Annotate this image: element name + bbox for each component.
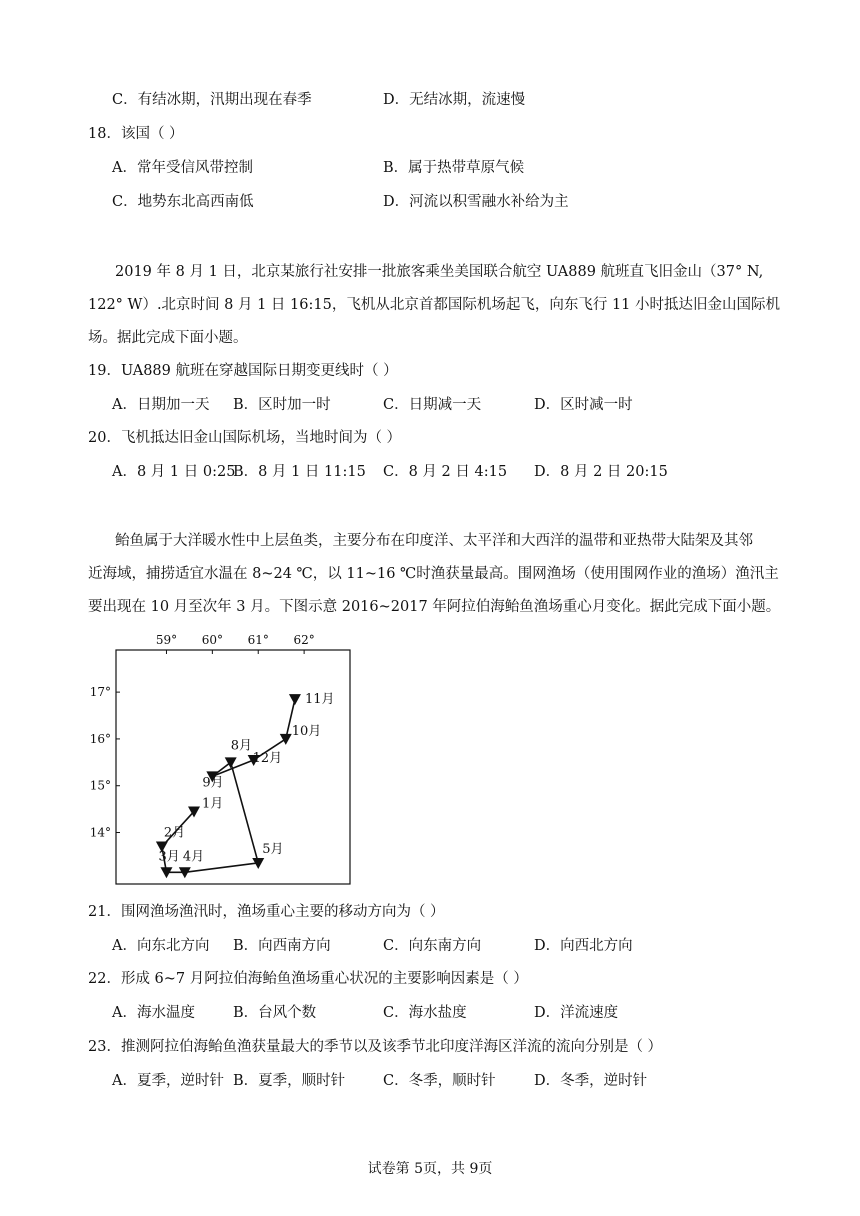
q19-option-a: A．日期加一天 xyxy=(112,397,210,413)
y-tick-label: 14° xyxy=(89,825,111,840)
x-tick-label: 61° xyxy=(247,633,269,647)
passage2-line3: 要出现在 10 月至次年 3 月。下图示意 2016~2017 年阿拉伯海鲐鱼渔场重心月变化。据此完成下面小题。 xyxy=(88,599,781,615)
q23-option-b: B．夏季，顺时针 xyxy=(233,1073,346,1089)
x-tick-label: 59° xyxy=(155,633,178,647)
month-label: 11月 xyxy=(304,692,335,708)
q18-option-a: A．常年受信风带控制 xyxy=(112,160,253,176)
month-label: 1月 xyxy=(202,796,224,812)
month-label: 2月 xyxy=(163,825,186,841)
month-label: 8月 xyxy=(230,738,252,754)
passage2-line1: 鲐鱼属于大洋暖水性中上层鱼类，主要分布在印度洋、太平洋和大西洋的温带和亚热带大陆架及其邻 xyxy=(115,533,753,549)
passage2-line2: 近海域，捕捞适宜水温在 8~24 ℃，以 11~16 ℃时渔获量最高。围网渔场（使用围网作业的渔场）渔汛主 xyxy=(88,566,779,582)
x-tick-label: 62° xyxy=(293,633,315,647)
map-frame xyxy=(116,650,350,884)
q23-option-a: A．夏季，逆时针 xyxy=(112,1073,224,1089)
q19-stem: 19．UA889 航班在穿越国际日期变更线时（ ） xyxy=(88,363,398,379)
x-tick-label: 60° xyxy=(201,633,223,647)
month-label: 9月 xyxy=(202,775,224,791)
month-label: 5月 xyxy=(262,841,284,857)
month-marker xyxy=(280,734,292,745)
q20-option-b: B．8 月 1 日 11:15 xyxy=(233,464,366,480)
q23-option-d: D．冬季，逆时针 xyxy=(534,1073,648,1089)
route-segment xyxy=(231,762,259,863)
y-tick-label: 17° xyxy=(89,685,111,700)
q20-option-d: D．8 月 2 日 20:15 xyxy=(534,464,668,480)
q19-option-d: D．区时减一时 xyxy=(534,397,633,413)
month-marker xyxy=(289,694,301,705)
q22-option-c: C．海水盐度 xyxy=(383,1005,467,1021)
q18-option-b: B．属于热带草原气候 xyxy=(383,160,525,176)
q23-stem: 23．推测阿拉伯海鲐鱼渔获量最大的季节以及该季节北印度洋海区洋流的流向分别是（ ） xyxy=(88,1039,663,1055)
q18-option-d: D．河流以积雪融水补给为主 xyxy=(383,194,569,210)
month-label: 4月 xyxy=(182,849,205,865)
month-label: 3月 xyxy=(158,849,180,865)
q17-option-d: D．无结冰期，流速慢 xyxy=(383,92,526,108)
q22-option-a: A．海水温度 xyxy=(112,1005,195,1021)
y-tick-label: 15° xyxy=(89,778,111,793)
route-segment xyxy=(185,863,258,872)
fishing-ground-shift-map xyxy=(76,626,366,894)
q21-option-a: A．向东北方向 xyxy=(112,938,210,954)
passage1-line1: 2019 年 8 月 1 日，北京某旅行社安排一批旅客乘坐美国联合航空 UA889 航班直飞旧金山（37° N, xyxy=(115,264,764,280)
q22-option-d: D．洋流速度 xyxy=(534,1005,619,1021)
y-tick-label: 16° xyxy=(89,731,111,746)
q19-option-c: C．日期减一天 xyxy=(383,397,482,413)
q21-option-c: C．向东南方向 xyxy=(383,938,482,954)
passage1-line3: 场。据此完成下面小题。 xyxy=(88,330,248,346)
q18-option-c: C．地势东北高西南低 xyxy=(112,194,254,210)
q20-stem: 20．飞机抵达旧金山国际机场，当地时间为（ ） xyxy=(88,430,402,446)
q21-option-d: D．向西北方向 xyxy=(534,938,633,954)
q20-option-c: C．8 月 2 日 4:15 xyxy=(383,464,508,480)
q23-option-c: C．冬季，顺时针 xyxy=(383,1073,496,1089)
q21-option-b: B．向西南方向 xyxy=(233,938,331,954)
month-label: 10月 xyxy=(291,723,322,739)
q22-stem: 22．形成 6~7 月阿拉伯海鲐鱼渔场重心状况的主要影响因素是（ ） xyxy=(88,971,528,987)
passage1-line2: 122° W）.北京时间 8 月 1 日 16:15，飞机从北京首都国际机场起飞，向东飞行 11 小时抵达旧金山国际机 xyxy=(88,297,780,313)
q21-stem: 21．围网渔场渔汛时，渔场重心主要的移动方向为（ ） xyxy=(88,904,445,920)
q22-option-b: B．台风个数 xyxy=(233,1005,317,1021)
q20-option-a: A．8 月 1 日 0:25 xyxy=(112,464,236,480)
page-footer: 试卷第 5页，共 9页 xyxy=(367,1161,493,1177)
q18-stem: 18．该国（ ） xyxy=(88,126,184,142)
month-label: 12月 xyxy=(252,750,283,766)
q17-option-c: C．有结冰期，汛期出现在春季 xyxy=(112,92,312,108)
q19-option-b: B．区时加一时 xyxy=(233,397,331,413)
